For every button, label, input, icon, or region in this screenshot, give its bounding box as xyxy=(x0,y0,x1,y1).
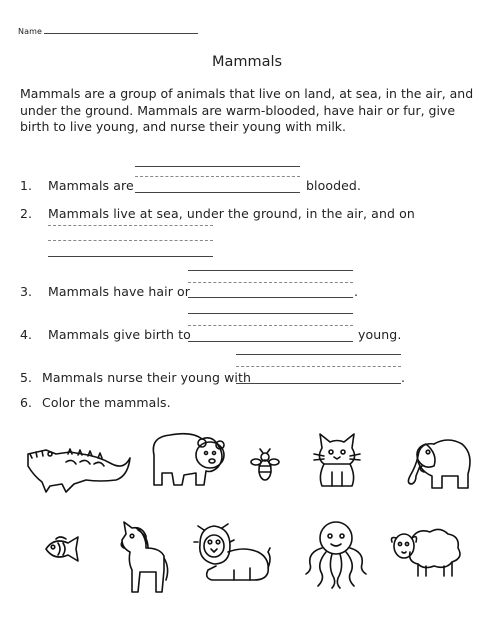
question-1-suffix: blooded. xyxy=(306,178,362,193)
fish-icon[interactable] xyxy=(42,533,82,565)
octopus-icon[interactable] xyxy=(300,518,372,590)
answer-1-guide-mid xyxy=(135,176,300,177)
answer-2-field[interactable] xyxy=(48,256,213,257)
answer-4-guide-mid xyxy=(188,325,353,326)
name-field[interactable] xyxy=(44,33,198,34)
answer-5-field[interactable] xyxy=(236,383,401,384)
sheep-icon[interactable] xyxy=(390,522,466,578)
answer-2-guide-mid xyxy=(48,240,213,241)
crocodile-icon[interactable] xyxy=(26,440,132,495)
answer-5-guide-mid xyxy=(236,366,401,367)
question-3-suffix: . xyxy=(354,284,359,299)
cat-icon[interactable] xyxy=(312,432,362,488)
question-1-text: Mammals are xyxy=(48,178,134,193)
question-5-text: Mammals nurse their young with xyxy=(42,370,251,385)
elephant-icon[interactable] xyxy=(404,430,476,492)
question-3-number: 3. xyxy=(20,284,33,299)
answer-2-guide-top xyxy=(48,225,213,226)
answer-3-guide-top xyxy=(188,270,353,271)
question-5-number: 5. xyxy=(20,370,33,385)
answer-4-field[interactable] xyxy=(188,341,353,342)
question-6-text: Color the mammals. xyxy=(42,395,171,410)
horse-icon[interactable] xyxy=(116,520,170,596)
answer-5-guide-top xyxy=(236,354,401,355)
question-2-text: Mammals live at sea, under the ground, in the air, and on xyxy=(48,206,415,221)
question-4-number: 4. xyxy=(20,327,33,342)
question-4-text: Mammals give birth to xyxy=(48,327,191,342)
answer-3-guide-mid xyxy=(188,282,353,283)
answer-1-field[interactable] xyxy=(135,192,300,193)
bear-icon[interactable] xyxy=(146,427,226,489)
answer-1-guide-top xyxy=(135,166,300,167)
question-4-suffix: young. xyxy=(358,327,402,342)
question-1-number: 1. xyxy=(20,178,33,193)
question-5-suffix: . xyxy=(401,370,406,385)
question-6-number: 6. xyxy=(20,395,33,410)
intro-paragraph: Mammals are a group of animals that live on land, at sea, in the air, and under the ground. Mammals are warm-blooded, have hair or fur, give birth to live young, and nurse their young with milk. xyxy=(20,86,474,134)
page-title: Mammals xyxy=(211,54,283,70)
bee-icon[interactable] xyxy=(250,448,280,484)
name-label: Name xyxy=(18,27,43,36)
question-3-text: Mammals have hair or xyxy=(48,284,191,299)
answer-4-guide-top xyxy=(188,313,353,314)
answer-3-field[interactable] xyxy=(188,297,353,298)
question-2-number: 2. xyxy=(20,206,33,221)
lion-icon[interactable] xyxy=(194,522,272,584)
